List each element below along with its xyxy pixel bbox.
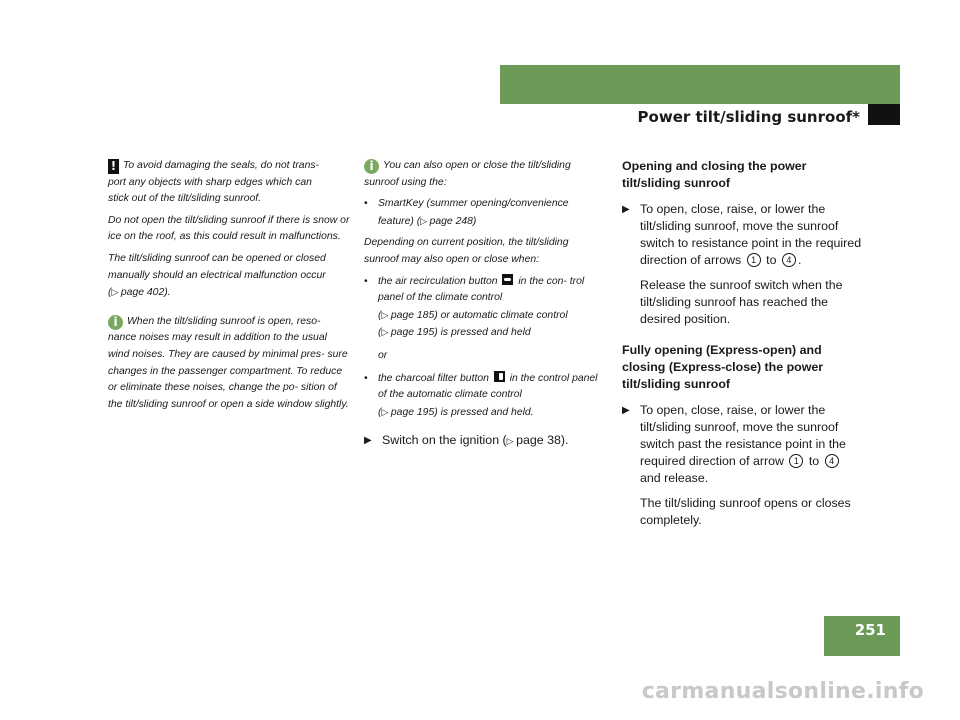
step-open-close-text: To open, close, raise, or lower the tilt/sliding sunroof, move the sunroof switch to resistance point in the required direction of arrows [640,202,862,267]
watermark: carmanualsonline.info [641,679,924,704]
left-column [108,158,350,417]
page-title: Power tilt/sliding sunroof* [637,108,860,126]
step-express-note: The tilt/sliding sunroof opens or closes completely. [640,496,851,527]
section-title: Controls in detail [650,143,800,161]
step-release-note: Release the sunroof switch when the tilt/sliding sunroof has reached the desired position. [640,278,843,326]
thumb-tab [868,104,900,125]
air-recirculation-icon [502,274,513,285]
right-column [622,158,862,537]
heading-express: Fully opening (Express-open) and closing (Express-close) the power tilt/sliding sunroof [622,343,824,391]
xref-page-248[interactable]: ▷ page 248) [420,216,476,227]
info-noise-first: When the tilt/sliding sunroof is open, reso- [127,315,321,327]
bullet-recirculation: • the air recirculation button in the con- trol panel of the climate control (▷ page 185) or automatic climate control (▷ page 195) is pressed and held [364,274,606,342]
step-express-text: To open, close, raise, or lower the tilt/sliding sunroof, move the sunroof switch past the resistance point in the required direction of arrow [640,403,846,468]
warning-icon: ! [108,159,119,174]
or-label: or [378,349,388,361]
step-arrow-icon: ▶ [622,405,630,416]
info-note-open-close [364,158,606,421]
step-ignition [364,432,606,450]
and-release: and release. [640,471,709,485]
arrow-number-4: 4 [825,454,839,468]
xref-page-185[interactable]: ▷ page 185) or automatic climate control [381,310,567,321]
bullet-charcoal-text-b: in the control panel of the automatic climate control [378,372,598,401]
xref-page-195[interactable]: ▷ page 195) is pressed and held [381,327,530,338]
bullet-charcoal-text-a: the charcoal filter button [378,372,489,384]
bullet-charcoal: • the charcoal filter button in the control panel of the automatic climate control (▷ page 195) is pressed and held. [364,371,606,422]
warning-line-2: port any objects with sharp edges which can [108,176,312,188]
bullet-icon: • [364,198,368,210]
step-express [622,402,862,487]
info-icon: i [108,315,123,330]
info-open-rest: sunroof using the: [364,176,447,188]
to-label: to [766,253,777,267]
period: . [797,253,802,267]
info-open-first: You can also open or close the tilt/sliding [383,160,571,171]
middle-column [364,158,606,458]
warning-line-1: To avoid damaging the seals, do not trans- [123,160,320,171]
xref-paren: ( [108,287,112,299]
arrow-number-1: 1 [747,253,761,267]
arrow-number-1: 1 [789,454,803,468]
arrow-number-4: 4 [782,253,796,267]
depending-paragraph: Depending on current position, the tilt/sliding sunroof may also open or close when: [364,237,569,265]
info-icon: i [364,159,379,174]
xref-page-402[interactable]: ▷ page 402). [111,287,170,298]
step-arrow-icon: ▶ [622,204,630,215]
page-number-box [824,616,900,656]
bullet-recirculation-text-b: in the con- trol panel of the climate control [378,275,585,304]
to-label: to [808,454,820,468]
info-noise-rest: nance noises may result in addition to the usual wind noises. They are caused by minimal pres- sure changes in the passenger compartment. To reduce or eliminate these noises, change the po- sition of the tilt/sliding sunroof or open a side window slightly. [108,332,349,410]
bullet-icon: • [364,372,368,384]
info-note-noise [108,314,350,414]
warning-paragraph-3: The tilt/sliding sunroof can be opened or closed manually should an electrical malfunction occur [108,252,326,281]
xref-page-38[interactable]: ▷ page 38). [507,433,569,447]
page-number: 251 [854,621,886,639]
bullet-icon: • [364,275,368,287]
heading-open-close: Opening and closing the power tilt/sliding sunroof [622,159,807,190]
warning-line-3: stick out of the tilt/sliding sunroof. [108,193,262,205]
step-open-close [622,201,862,269]
bullet-smartkey-text: SmartKey (summer opening/convenience feature) ( [378,198,569,227]
bullet-smartkey [364,196,606,230]
step-ignition-text: Switch on the ignition ( [382,433,507,448]
xref-page-195-held[interactable]: ▷ page 195) is pressed and held. [381,407,533,418]
warning-paragraph-2: Do not open the tilt/sliding sunroof if there is snow or ice on the roof, as this could result in malfunctions. [108,214,350,243]
warning-note [108,158,350,302]
charcoal-filter-icon [494,371,505,382]
step-arrow-icon: ▶ [364,435,372,447]
bullet-recirculation-text-a: the air recirculation button [378,275,498,287]
